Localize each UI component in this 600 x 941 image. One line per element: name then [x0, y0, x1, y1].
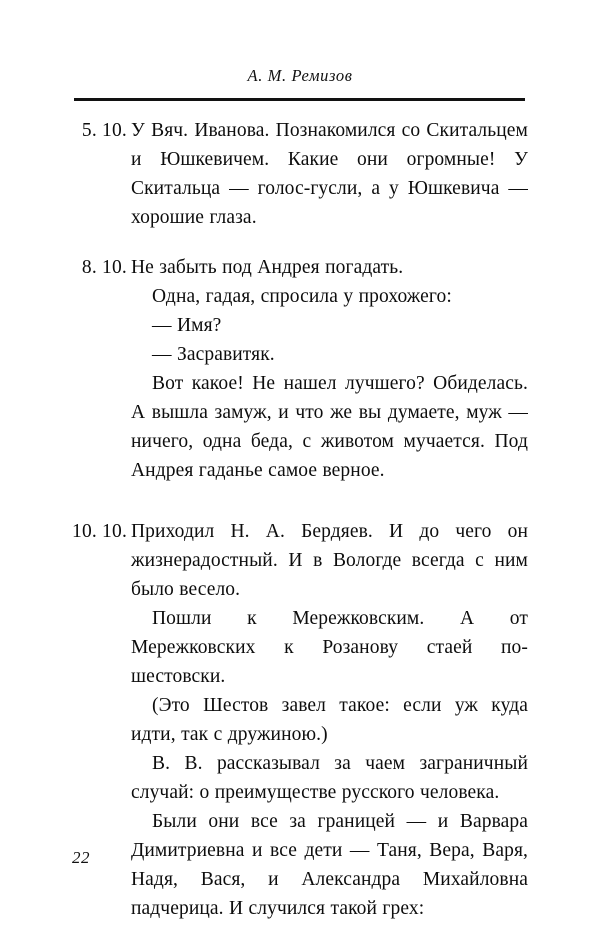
paragraph: Приходил Н. А. Бердяев. И до чего он жизнерадостный. И в Вологде всегда с ним было весело. [131, 521, 528, 600]
dialogue-line: — Имя? [152, 315, 222, 336]
running-head: А. М. Ремизов [247, 66, 353, 85]
diary-entry [72, 517, 528, 923]
paragraph: Пошли к Мережковским. А от Мережковских к Розанову стаей по-шестовски. [131, 608, 528, 687]
paragraph: У Вяч. Иванова. Познакомился со Скитальцем и Юшкевичем. Какие они огромные! У Скитальца — голос-гусли, а у Юшкевича — хорошие глаза. [131, 120, 528, 228]
entry-date-label: 8. 10. [81, 257, 127, 278]
entry-body [131, 517, 528, 923]
paragraph: Вот какое! Не нашел лучшего? Обиделась. А вышла замуж, и что же вы думаете, муж — ничего, одна беда, с животом мучается. Под Андрея гаданье самое верное. [131, 373, 528, 481]
page-number: 22 [72, 848, 90, 867]
paragraph: (Это Шестов завел такое: если уж куда идти, так с дружиною.) [131, 695, 528, 745]
header-rule [74, 98, 525, 101]
paragraph: В. В. рассказывал за чаем заграничный случай: о преимуществе русского человека. [131, 753, 528, 803]
paragraph: Не забыть под Андрея погадать. [131, 257, 404, 278]
paragraph: Одна, гадая, спросила у прохожего: [152, 286, 452, 307]
dialogue-line: — Засравитяк. [152, 344, 275, 365]
page-text-body [72, 116, 528, 941]
diary-entry [72, 253, 528, 485]
diary-entry [72, 116, 528, 232]
entry-body [131, 116, 528, 232]
entry-date-label: 10. 10. [72, 521, 128, 542]
entry-date-label: 5. 10. [81, 120, 127, 141]
paragraph: Были они все за границей — и Варвара Димитриевна и все дети — Таня, Вера, Варя, Надя, Вася, и Александра Михайловна падчерица. И случился такой грех: [131, 811, 528, 919]
entry-body [131, 253, 528, 485]
